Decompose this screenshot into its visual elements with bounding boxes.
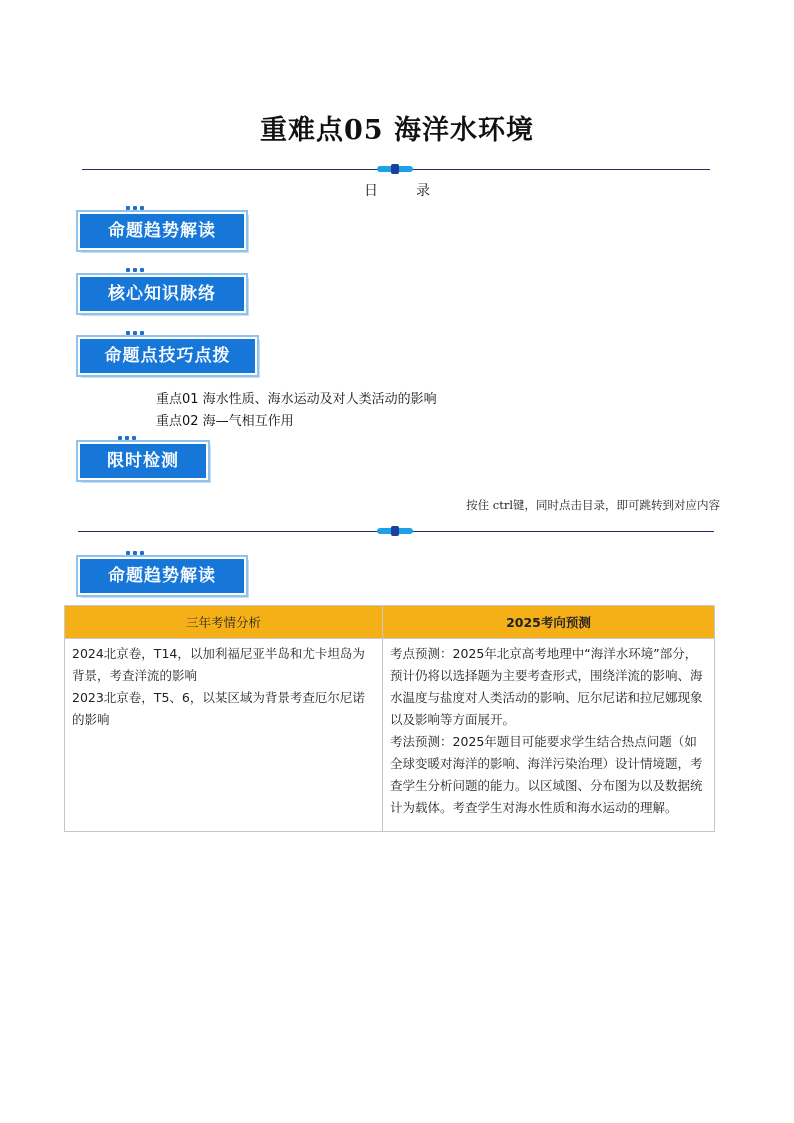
toc-item-1[interactable]: 重点01 海水性质、海水运动及对人类活动的影响 (156, 392, 437, 407)
toc-link-test[interactable]: 限时检测 (78, 442, 208, 480)
document-title: 重难点05 海洋水环境 (260, 115, 534, 146)
header-three-year-analysis: 三年考情分析 (65, 606, 383, 639)
ctrl-click-hint: 按住 ctrl键，同时点击目录，即可跳转到对应内容 (466, 498, 720, 512)
forecast-cell (383, 639, 715, 832)
analysis-cell (65, 639, 383, 832)
toc-item-2[interactable]: 重点02 海—气相互作用 (156, 414, 294, 429)
table-row (65, 639, 715, 832)
toc-link-skills[interactable]: 命题点技巧点拨 (78, 337, 257, 375)
toc-link-trend[interactable]: 命题趋势解读 (78, 212, 246, 250)
analysis-item: 2024北京卷，T14，以加利福尼亚半岛和尤卡坦岛为背景，考查洋流的影响 (72, 646, 365, 683)
section-heading-trend: 命题趋势解读 (78, 557, 246, 595)
divider-top-ornament (377, 166, 413, 172)
banner-dots (126, 551, 147, 555)
header-2025-forecast: 2025考向预测 (383, 606, 715, 639)
divider-mid-ornament (377, 528, 413, 534)
banner-dots (126, 206, 147, 210)
exam-analysis-table (64, 605, 715, 832)
toc-link-knowledge[interactable]: 核心知识脉络 (78, 275, 246, 313)
forecast-method: 考法预测：2025年题目可能要求学生结合热点问题（如全球变暖对海洋的影响、海洋污染治理）设计情境题，考查学生分析问题的能力。以区域图、分布图为以及数据统计为载体。考查学生对海水性质和海水运动的理解。 (390, 734, 703, 815)
banner-dots (126, 331, 147, 335)
banner-dots (126, 268, 147, 272)
banner-dots (118, 436, 139, 440)
analysis-item: 2023北京卷，T5、6，以某区域为背景考查厄尔尼诺的影响 (72, 690, 365, 727)
toc-heading: 日录 (364, 183, 468, 199)
table-header-row (65, 606, 715, 639)
forecast-point: 考点预测：2025年北京高考地理中“海洋水环境”部分，预计仍将以选择题为主要考查形式，围绕洋流的影响、海水温度与盐度对人类活动的影响、厄尔尼诺和拉尼娜现象以及影响等方面展开。 (390, 646, 703, 727)
